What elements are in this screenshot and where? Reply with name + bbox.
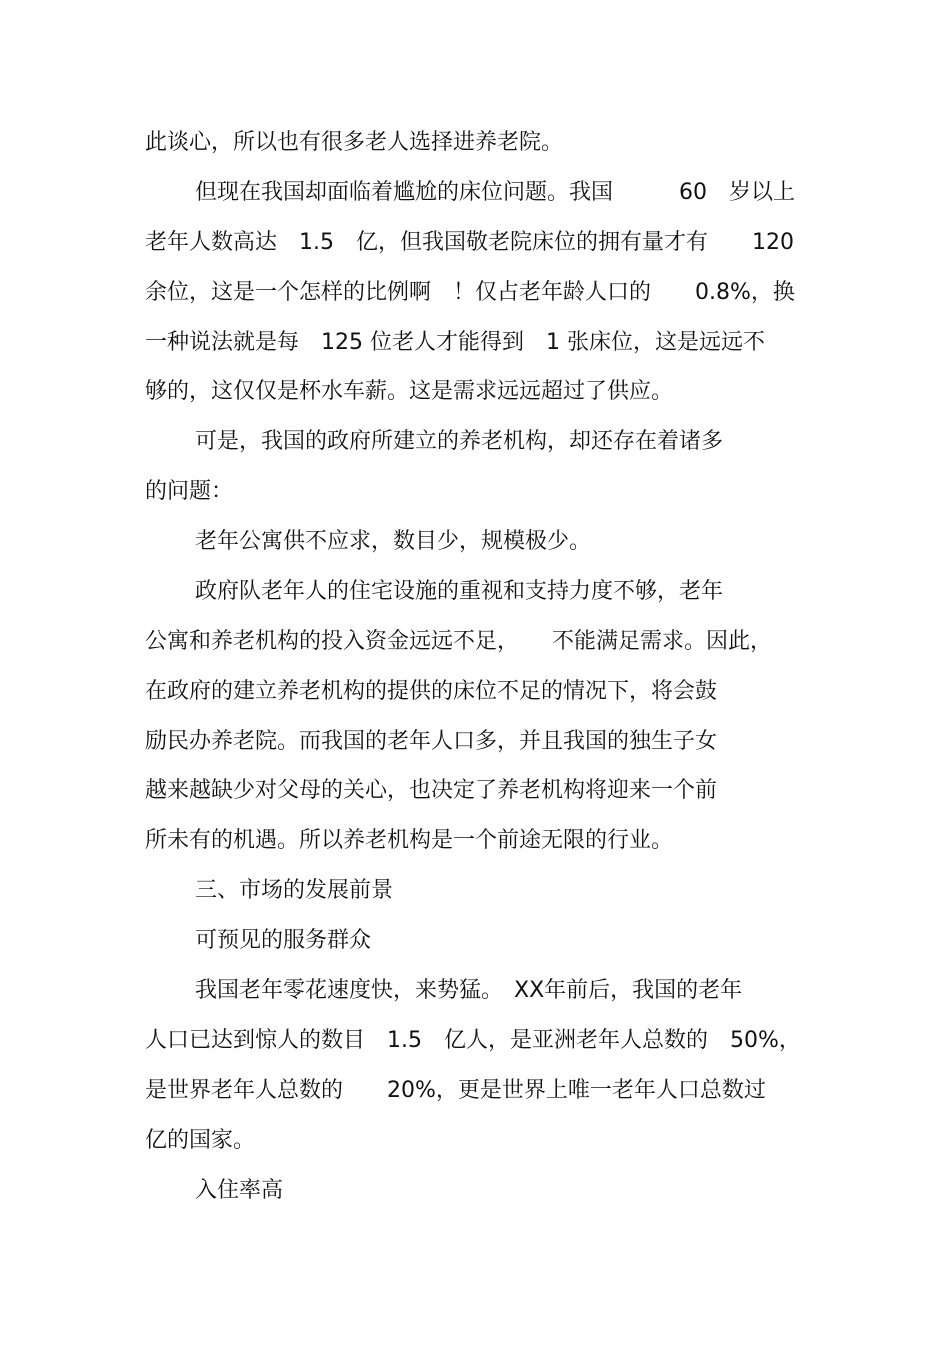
paragraph-line: 够的，这仅仅是杯水车薪。这是需求远远超过了供应。: [145, 379, 674, 404]
paragraph-line: 越来越缺少对父母的关心，也决定了养老机构将迎来一个前: [145, 778, 718, 803]
paragraph-line: 在政府的建立养老机构的提供的床位不足的情况下，将会鼓: [145, 679, 718, 704]
paragraph-line: 可是，我国的政府所建立的养老机构，却还存在着诸多: [195, 429, 724, 454]
paragraph-line: 是世界老年人总数的 20%，更是世界上唯一老年人口总数过: [145, 1078, 766, 1103]
paragraph-line: 老年公寓供不应求，数目少，规模极少。: [195, 529, 592, 554]
paragraph-line: 励民办养老院。而我国的老年人口多，并且我国的独生子女: [145, 729, 718, 754]
paragraph-line: 所未有的机遇。所以养老机构是一个前途无限的行业。: [145, 828, 674, 853]
paragraph-line: 但现在我国却面临着尴尬的床位问题。我国 60 岁以上: [195, 180, 795, 205]
paragraph-line: 人口已达到惊人的数目 1.5 亿人，是亚洲老年人总数的 50%，: [145, 1028, 801, 1053]
paragraph-line: 我国老年零花速度快，来势猛。 XX年前后，我国的老年: [195, 978, 743, 1003]
paragraph-line: 此谈心，所以也有很多老人选择进养老院。: [145, 130, 564, 155]
paragraph-line: 余位，这是一个怎样的比例啊 ！仅占老年龄人口的 0.8%，换: [145, 280, 795, 305]
section-heading: 三、市场的发展前景: [195, 878, 394, 903]
paragraph-line: 的问题：: [145, 479, 234, 504]
paragraph-line: 公寓和养老机构的投入资金远远不足， 不能满足需求。因此，: [145, 629, 773, 654]
paragraph-line: 一种说法就是每 125 位老人才能得到 1 张床位，这是远远不: [145, 330, 765, 355]
paragraph-line: 亿的国家。: [145, 1128, 256, 1153]
paragraph-line: 政府队老年人的住宅设施的重视和支持力度不够，老年: [195, 579, 724, 604]
subsection-heading: 可预见的服务群众: [195, 928, 372, 953]
subsection-heading: 入住率高: [195, 1178, 284, 1203]
paragraph-line: 老年人数高达 1.5 亿，但我国敬老院床位的拥有量才有 120: [145, 230, 794, 255]
